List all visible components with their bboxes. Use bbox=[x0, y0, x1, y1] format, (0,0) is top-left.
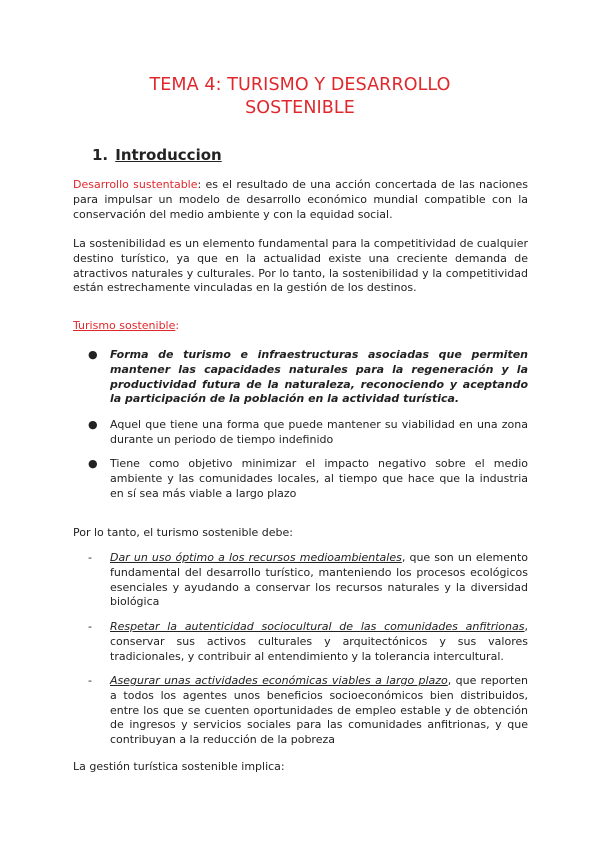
title-line-2: SOSTENIBLE bbox=[245, 98, 355, 118]
dash-item-1-emphasis: Dar un uso óptimo a los recursos medioambientales bbox=[110, 551, 402, 564]
dash-item-1 bbox=[110, 551, 528, 610]
dash-marker: - bbox=[88, 620, 92, 633]
dash-item-3-emphasis: Asegurar unas actividades económicas viables a largo plazo bbox=[110, 674, 448, 687]
bullet-item-1: Forma de turismo e infraestructuras asociadas que permiten mantener las capacidades naturales para la regeneración y la productividad futura de la naturaleza, reconociendo y aceptando la participación de la población en la actividad turística. bbox=[110, 348, 528, 406]
definition-text: : es el resultado de una acción concertada de las naciones para impulsar un modelo de desarrollo económico mundial compatible con la conservación del medio ambiente y con la equidad social. bbox=[73, 178, 528, 221]
bullet-item-3: Tiene como objetivo minimizar el impacto negativo sobre el medio ambiente y las comunidades locales, al tiempo que hace que la industria en sí sea más viable a largo plazo bbox=[110, 457, 528, 500]
document-title bbox=[60, 74, 540, 120]
bullet-item-2: Aquel que tiene una forma que puede mantener su viabilidad en una zona durante un periodo de tiempo indefinido bbox=[110, 418, 528, 446]
section-number: 1. bbox=[92, 146, 109, 164]
dash-item-2-text: , conservar sus activos culturales y arquitectónicos y sus valores tradicionales, y contribuir al entendimiento y la tolerancia intercultural. bbox=[110, 620, 528, 663]
paragraph-sostenibilidad: La sostenibilidad es un elemento fundamental para la competitividad de cualquier destino turístico, ya que en la actualidad existe una creciente demanda de atractivos naturales y culturales. Por lo tanto, la sostenibilidad y la competitividad están estrechamente vinculadas en la gestión de los destinos. bbox=[73, 237, 528, 295]
dash-item-1-text: , que son un elemento fundamental del desarrollo turístico, manteniendo los procesos ecológicos esenciales y ayudando a conservar los recursos naturales y la diversidad biológica bbox=[110, 551, 528, 609]
section-title: Introduccion bbox=[115, 146, 222, 164]
dash-item-3-text: , que reporten a todos los agentes unos beneficios socioeconómicos bien distribuidos, entre los que se cuenten oportunidades de empleo estable y de obtención de ingresos y servicios sociales para las comunidades anfitrionas, y que contribuyan a la reducción de la pobreza bbox=[110, 674, 528, 747]
term-desarrollo-sustentable: Desarrollo sustentable bbox=[73, 178, 198, 191]
paragraph-turismo-sostenible bbox=[73, 319, 528, 334]
dash-marker: - bbox=[88, 674, 92, 687]
paragraph-gestion: La gestión turística sostenible implica: bbox=[73, 760, 285, 773]
dash-item-3 bbox=[110, 674, 528, 748]
bullet-icon: ● bbox=[88, 457, 98, 470]
dash-item-2-emphasis: Respetar la autenticidad sociocultural de las comunidades anfitrionas bbox=[110, 620, 525, 633]
dash-marker: - bbox=[88, 551, 92, 564]
term-turismo-sostenible: Turismo sostenible bbox=[73, 319, 176, 332]
term-colon: : bbox=[175, 319, 180, 332]
title-line-1: TEMA 4: TURISMO Y DESARROLLO bbox=[149, 75, 451, 95]
paragraph-debe: Por lo tanto, el turismo sostenible debe: bbox=[73, 526, 293, 539]
section-heading bbox=[92, 146, 222, 164]
bullet-icon: ● bbox=[88, 348, 98, 361]
bullet-icon: ● bbox=[88, 418, 98, 431]
dash-item-2 bbox=[110, 620, 528, 664]
paragraph-desarrollo-sustentable bbox=[73, 178, 528, 222]
